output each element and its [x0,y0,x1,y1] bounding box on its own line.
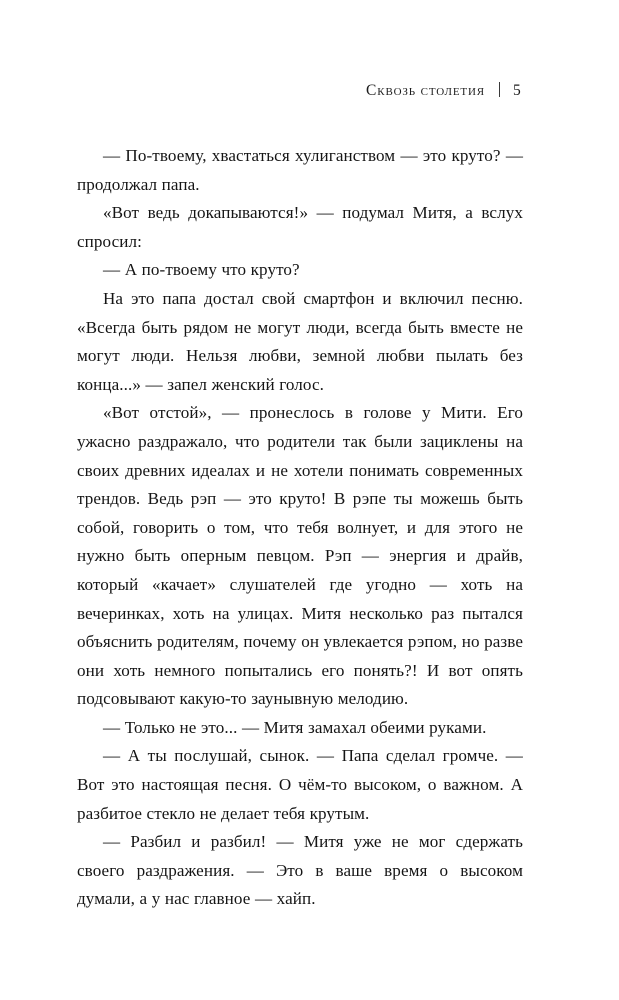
paragraph: — А ты послушай, сынок. — Папа сделал громче. — Вот это настоящая песня. О чём-то высоком, о важном. А разбитое стекло не делает тебя крутым. [77,746,523,823]
paragraph: — А по-твоему что круто? [103,260,300,280]
paragraph: На это папа достал свой смартфон и включил песню. «Всегда быть рядом не могут люди, всегда быть вместе не могут люди. Нельзя любви, земной любви пылать без конца...» — запел женский голос. [77,288,523,394]
paragraph: — По-твоему, хвастаться хулиганством — это круто? — продолжал папа. [77,146,523,194]
paragraph: «Вот ведь докапываются!» — подумал Митя, а вслух спросил: [77,203,523,251]
running-head-separator-rule [499,82,500,97]
paragraph: «Вот отстой», — пронеслось в голове у Мити. Его ужасно раздражало, что родители так были зациклены на своих древних идеалах и не хотели понимать современных трендов. Ведь рэп — это круто! В рэпе ты можешь быть собой, говорить о том, что тебя волнует, и для этого не нужно быть оперным певцом. Рэп — энергия и драйв, который «качает» слушателей где угодно — хоть на вечеринках, хоть на улицах. Митя несколько раз пытался объяснить родителям, почему он увлекается рэпом, но разве они хоть немного попытались его понять?! И вот опять подсовывают какую-то заунывную мелодию. [77,403,523,709]
body-text-block [77,142,523,914]
page-number: 5 [512,82,521,99]
paragraph: — Разбил и разбил! — Митя уже не мог сдержать своего раздражения. — Это в ваше время о высоком думали, а у нас главное — хайп. [77,832,523,909]
running-head [77,80,521,104]
running-head-title: Сквозь столетия [366,82,485,99]
paragraph: — Только не это... — Митя замахал обеими руками. [103,717,487,737]
